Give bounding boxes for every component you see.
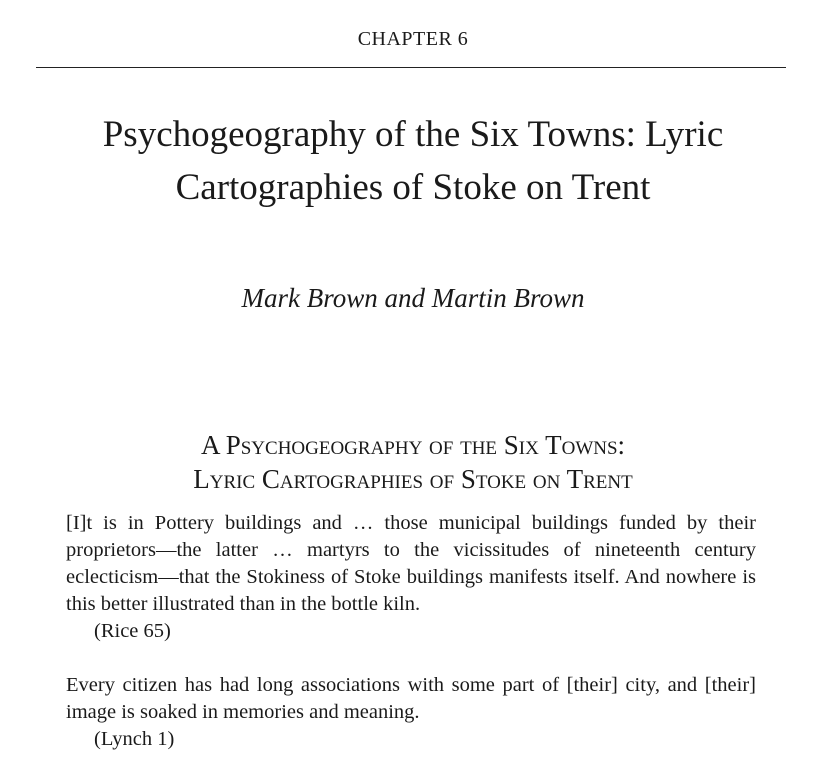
section-heading-line-2: Lyric Cartographies of Stoke on Trent	[193, 464, 633, 494]
section-heading-line-1: A Psychogeography of the Six Towns:	[200, 430, 626, 460]
chapter-title-line-1: Psychogeography of the Six Towns: Lyric	[102, 114, 724, 155]
section-heading	[0, 428, 826, 496]
chapter-title	[30, 108, 796, 214]
chapter-label: CHAPTER 6	[357, 28, 469, 50]
epigraph-rice	[66, 510, 756, 645]
epigraph-citation: (Lynch 1)	[94, 728, 175, 750]
epigraph-quote: Every citizen has had long associations with some part of [their] city, and [their] image is soaked in memories and meaning.	[66, 674, 756, 723]
chapter-authors: Mark Brown and Martin Brown	[241, 283, 585, 313]
chapter-title-line-2: Cartographies of Stoke on Trent	[175, 167, 651, 208]
header-rule	[36, 67, 786, 68]
epigraph-lynch	[66, 672, 756, 753]
epigraph-citation: (Rice 65)	[94, 620, 171, 642]
epigraph-quote: [I]t is in Pottery buildings and … those municipal buildings funded by their proprietors—the latter … martyrs to the vicissitudes of nineteenth century eclecticism—that the Stokiness of Stoke buildings manifests itself. And nowhere is this better illustrated than in the bottle kiln.	[66, 512, 756, 615]
